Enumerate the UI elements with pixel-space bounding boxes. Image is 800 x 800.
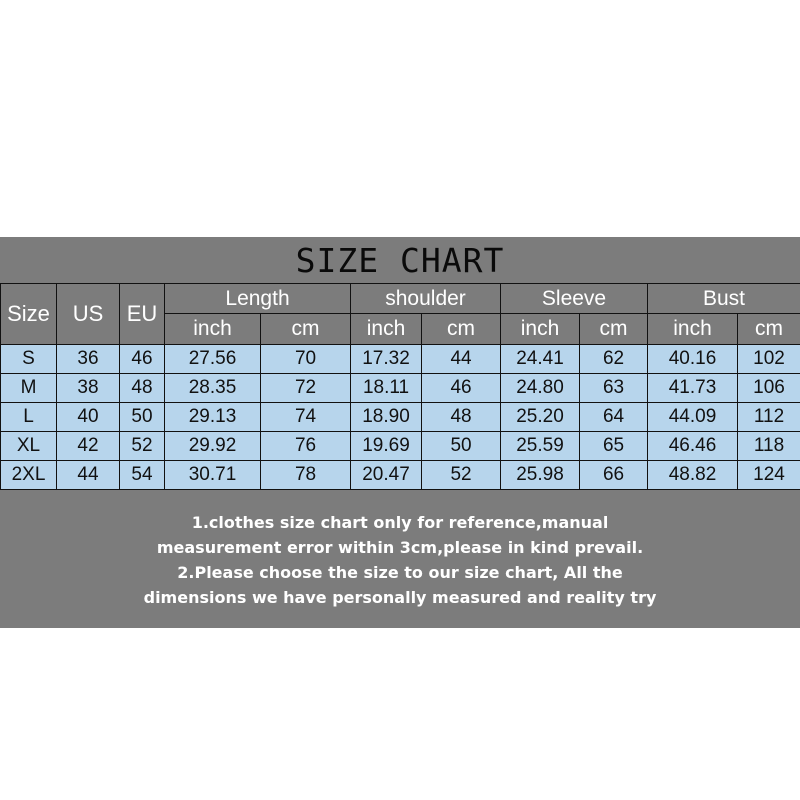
- table-cell: 44.09: [648, 403, 738, 432]
- table-cell: 27.56: [165, 345, 261, 374]
- header-size: Size: [1, 284, 57, 345]
- table-cell: 19.69: [351, 432, 422, 461]
- table-cell: 30.71: [165, 461, 261, 490]
- table-cell: 20.47: [351, 461, 422, 490]
- table-row: [1, 345, 800, 374]
- table-row: [1, 374, 800, 403]
- table-cell: 112: [738, 403, 800, 432]
- unit-header: inch: [351, 314, 422, 345]
- table-cell: 44: [422, 345, 501, 374]
- size-table: [0, 283, 800, 490]
- header-bust: Bust: [648, 284, 800, 314]
- table-row: [1, 432, 800, 461]
- table-cell: 48: [422, 403, 501, 432]
- table-cell: L: [1, 403, 57, 432]
- table-cell: 18.90: [351, 403, 422, 432]
- note-line: measurement error within 3cm,please in kind prevail.: [156, 538, 644, 557]
- table-cell: 40.16: [648, 345, 738, 374]
- table-cell: 46: [422, 374, 501, 403]
- table-cell: 48.82: [648, 461, 738, 490]
- table-cell: 76: [261, 432, 351, 461]
- table-row: [1, 461, 800, 490]
- table-cell: 78: [261, 461, 351, 490]
- table-cell: 50: [422, 432, 501, 461]
- header-sleeve: Sleeve: [501, 284, 648, 314]
- chart-title: SIZE CHART: [295, 241, 505, 280]
- table-cell: 46: [120, 345, 165, 374]
- table-cell: 29.92: [165, 432, 261, 461]
- table-cell: 28.35: [165, 374, 261, 403]
- unit-header: inch: [648, 314, 738, 345]
- table-cell: 50: [120, 403, 165, 432]
- table-cell: 65: [580, 432, 648, 461]
- header-eu: EU: [120, 284, 165, 345]
- table-cell: 52: [120, 432, 165, 461]
- note-line: 1.clothes size chart only for reference,manual: [191, 513, 609, 532]
- table-cell: 46.46: [648, 432, 738, 461]
- unit-header: cm: [580, 314, 648, 345]
- table-cell: 17.32: [351, 345, 422, 374]
- table-cell: 24.80: [501, 374, 580, 403]
- table-cell: S: [1, 345, 57, 374]
- unit-header: cm: [422, 314, 501, 345]
- table-cell: 25.20: [501, 403, 580, 432]
- table-cell: 54: [120, 461, 165, 490]
- table-cell: 64: [580, 403, 648, 432]
- notes-block: [0, 510, 800, 610]
- table-cell: 118: [738, 432, 800, 461]
- table-cell: 52: [422, 461, 501, 490]
- table-cell: 36: [57, 345, 120, 374]
- header-us: US: [57, 284, 120, 345]
- unit-header: inch: [501, 314, 580, 345]
- table-cell: 24.41: [501, 345, 580, 374]
- table-cell: 74: [261, 403, 351, 432]
- table-cell: 40: [57, 403, 120, 432]
- table-cell: 44: [57, 461, 120, 490]
- table-cell: 62: [580, 345, 648, 374]
- table-cell: 2XL: [1, 461, 57, 490]
- table-cell: XL: [1, 432, 57, 461]
- header-shoulder: shoulder: [351, 284, 501, 314]
- table-cell: 38: [57, 374, 120, 403]
- unit-header: cm: [261, 314, 351, 345]
- table-cell: 66: [580, 461, 648, 490]
- table-cell: 29.13: [165, 403, 261, 432]
- table-cell: 18.11: [351, 374, 422, 403]
- unit-header: inch: [165, 314, 261, 345]
- table-cell: 70: [261, 345, 351, 374]
- note-line: 2.Please choose the size to our size chart, All the: [177, 563, 623, 582]
- table-cell: 41.73: [648, 374, 738, 403]
- table-cell: 72: [261, 374, 351, 403]
- table-cell: 25.59: [501, 432, 580, 461]
- table-cell: 48: [120, 374, 165, 403]
- header-length: Length: [165, 284, 351, 314]
- table-cell: 42: [57, 432, 120, 461]
- table-cell: 124: [738, 461, 800, 490]
- table-cell: 102: [738, 345, 800, 374]
- unit-header: cm: [738, 314, 800, 345]
- note-line: dimensions we have personally measured and reality try: [143, 588, 657, 607]
- table-cell: 25.98: [501, 461, 580, 490]
- table-row: [1, 403, 800, 432]
- table-cell: M: [1, 374, 57, 403]
- table-cell: 106: [738, 374, 800, 403]
- table-cell: 63: [580, 374, 648, 403]
